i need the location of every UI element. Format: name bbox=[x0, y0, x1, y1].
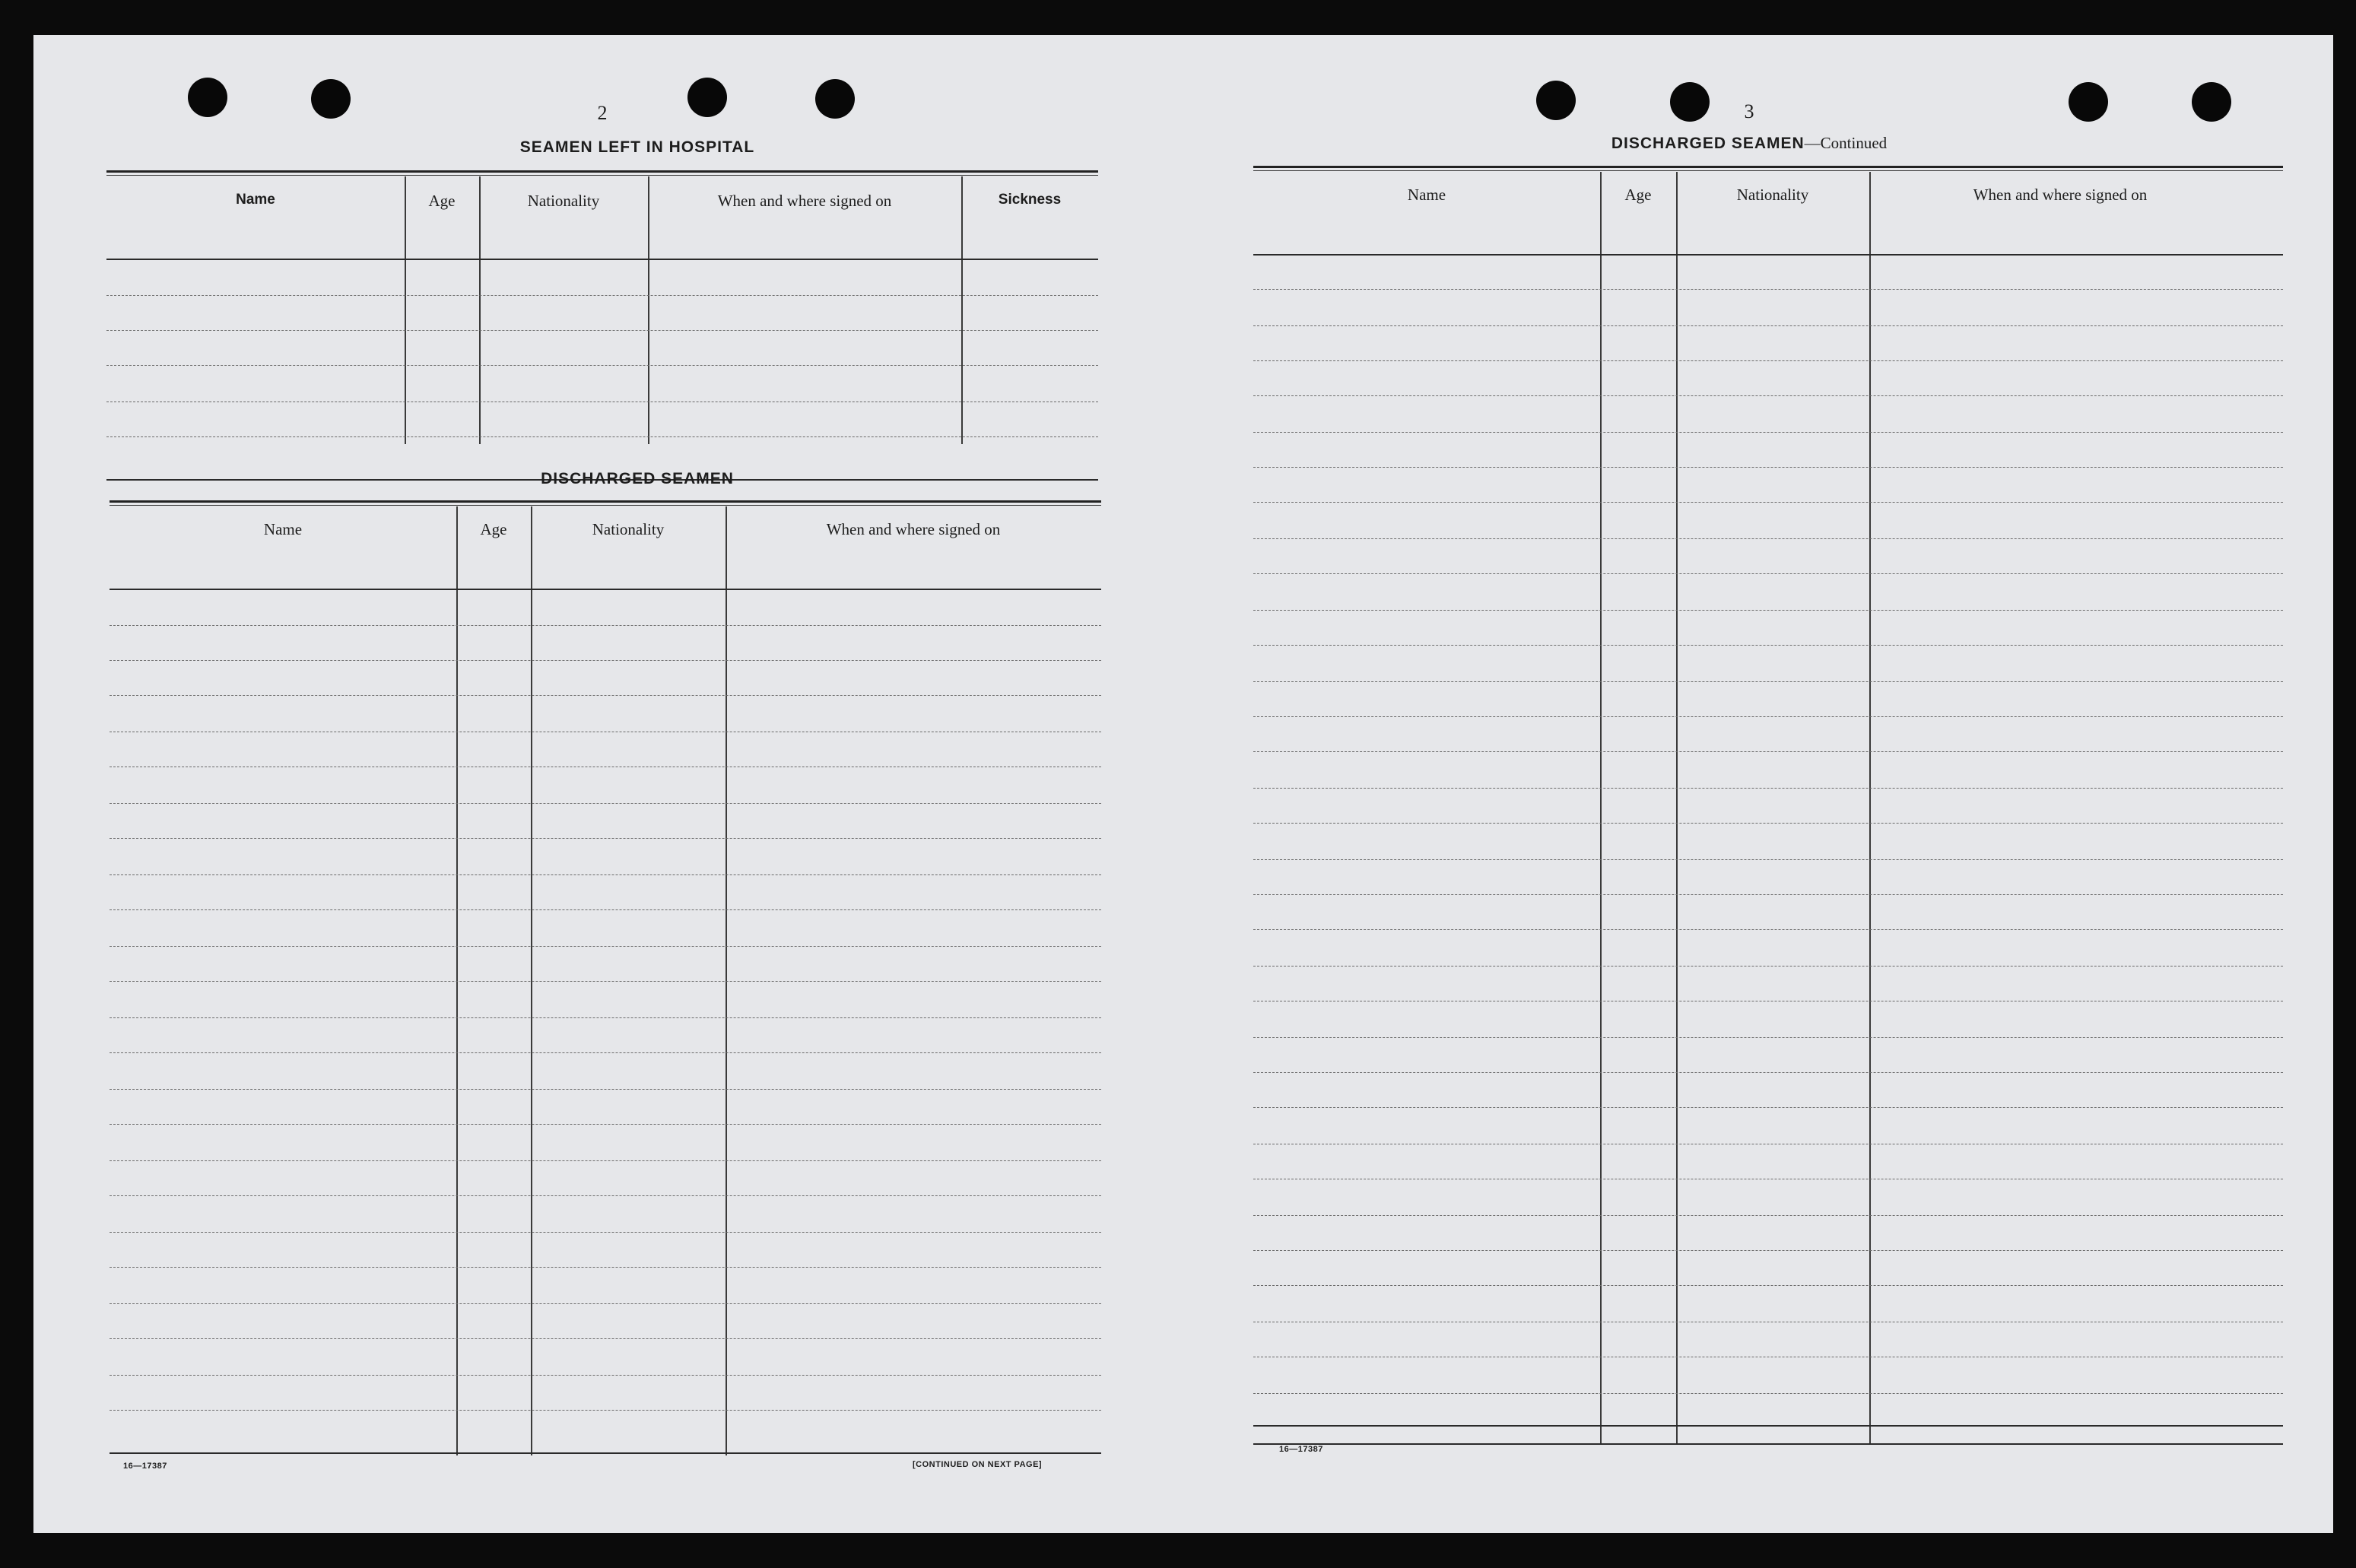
discharged-table-left bbox=[110, 500, 1101, 1487]
page-number-right: 3 bbox=[1744, 100, 1754, 122]
col-header-name: Name bbox=[236, 192, 275, 208]
form-number-left: 16—17387 bbox=[123, 1462, 167, 1471]
punch-hole-icon bbox=[815, 79, 855, 119]
col-header-sickness: Sickness bbox=[998, 192, 1062, 208]
discharged-section-title: DISCHARGED SEAMEN bbox=[541, 470, 734, 487]
punch-hole-icon bbox=[2192, 82, 2231, 122]
punch-hole-icon bbox=[188, 78, 227, 117]
col-header-age: Age bbox=[1624, 186, 1652, 204]
discharged-continued-title-text: DISCHARGED SEAMEN bbox=[1611, 135, 1805, 152]
col-header-nationality: Nationality bbox=[1736, 186, 1809, 204]
punch-hole-icon bbox=[687, 78, 727, 117]
punch-hole-icon bbox=[311, 79, 351, 119]
punch-hole-icon bbox=[1670, 82, 1710, 122]
col-header-signed-on: When and where signed on bbox=[826, 520, 1001, 538]
col-header-name: Name bbox=[1407, 186, 1446, 204]
continued-suffix: —Continued bbox=[1804, 134, 1888, 152]
hospital-section-title: SEAMEN LEFT IN HOSPITAL bbox=[519, 138, 755, 156]
punch-hole-icon bbox=[1536, 81, 1576, 120]
page-number-left: 2 bbox=[597, 102, 608, 124]
discharged-table-right bbox=[1253, 166, 2283, 1474]
hospital-table bbox=[106, 170, 1098, 482]
col-header-age: Age bbox=[480, 520, 507, 538]
form-sheet bbox=[33, 35, 2333, 1533]
discharged-continued-title bbox=[1521, 134, 1977, 153]
col-header-nationality: Nationality bbox=[527, 192, 600, 210]
form-number-right: 16—17387 bbox=[1279, 1445, 1323, 1454]
col-header-name: Name bbox=[263, 520, 303, 538]
col-header-signed-on: When and where signed on bbox=[1973, 186, 2148, 204]
col-header-signed-on: When and where signed on bbox=[717, 192, 892, 210]
col-header-nationality: Nationality bbox=[592, 520, 665, 538]
punch-hole-icon bbox=[2069, 82, 2108, 122]
col-header-age: Age bbox=[428, 192, 456, 210]
continued-note: [CONTINUED ON NEXT PAGE] bbox=[913, 1460, 1043, 1469]
